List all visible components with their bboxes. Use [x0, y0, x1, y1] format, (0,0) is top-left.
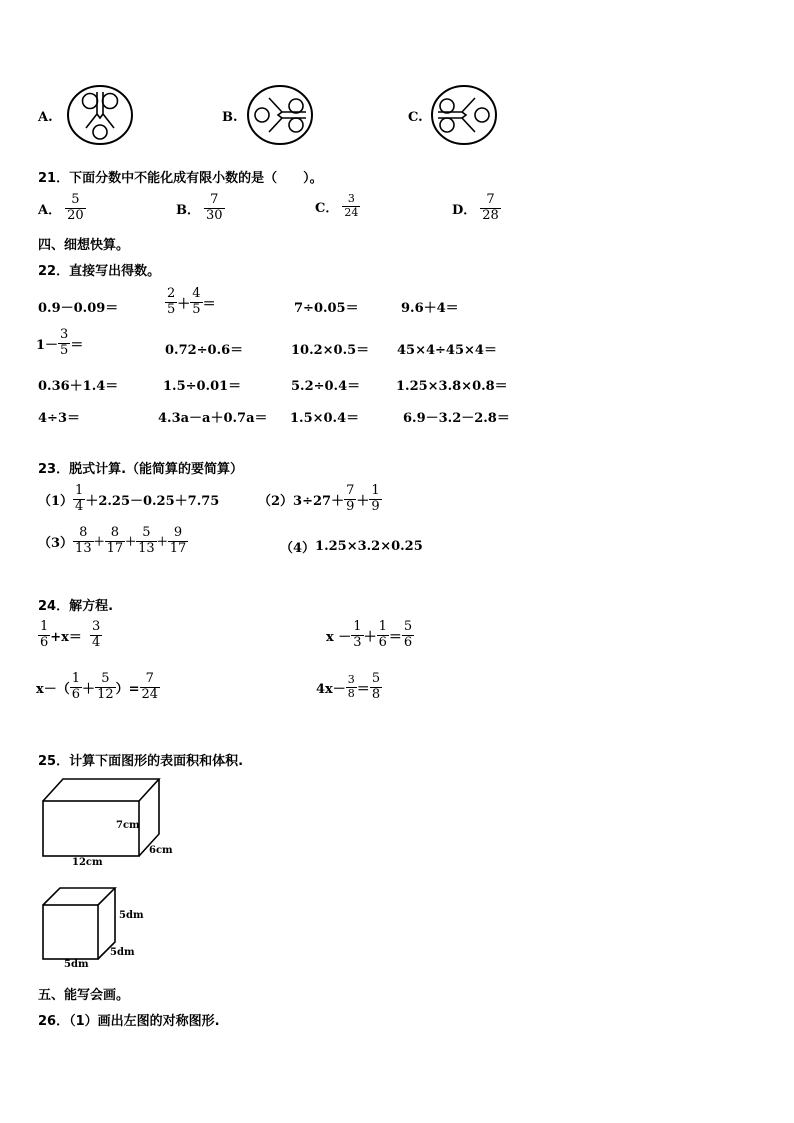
q24-equation-2	[326, 620, 414, 651]
fraction: $\frac{1}{6}$	[378, 619, 387, 650]
q25-title: 25．计算下面图形的表面积和体积.	[38, 754, 244, 769]
fraction: $\frac{5}{8}$	[371, 671, 381, 702]
cuboid-height-label: 7cm	[116, 820, 140, 831]
fraction: $\frac{5}{6}$	[403, 619, 413, 650]
q22-r3-c: 5.2÷0.4＝	[291, 379, 361, 394]
q22-r1-d: 9.6＋4＝	[401, 301, 459, 316]
operator: ＋	[177, 296, 191, 312]
q22-r3-b: 1.5÷0.01＝	[163, 379, 242, 394]
fraction: $\frac{4}{5}$	[192, 286, 201, 317]
fraction: $\frac{7}{30}$	[206, 192, 223, 223]
q23-part-3	[38, 526, 188, 557]
equals: ＝	[388, 629, 402, 645]
q22-r4-d: 6.9－3.2－2.8＝	[403, 411, 510, 426]
cuboid-width-label: 6cm	[149, 845, 173, 856]
fraction: $\frac{1}{4}$	[75, 483, 84, 514]
q23-part-4	[280, 537, 423, 556]
q22-r2-c: 10.2×0.5＝	[291, 343, 370, 358]
q24-equation-3	[36, 672, 160, 703]
cube-height-label: 5dm	[119, 910, 144, 921]
operator: ＋	[356, 493, 370, 509]
section-4-heading: 四、细想快算。	[38, 238, 130, 253]
fraction: $\frac{1}{6}$	[71, 671, 81, 702]
fraction: $\frac{1}{6}$	[40, 619, 49, 650]
q22-r4-c: 1.5×0.4＝	[290, 411, 360, 426]
q21-option-a	[38, 193, 86, 224]
option-letter: A．	[38, 202, 62, 218]
q23-title: 23．脱式计算.（能简算的要简算）	[38, 462, 244, 477]
section-5-heading: 五、能写会画。	[38, 988, 130, 1003]
q20-option-c-figure	[430, 84, 498, 146]
q20-option-a-figure	[66, 84, 134, 146]
fraction: $\frac{7}{9}$	[346, 483, 355, 514]
operator: ＋	[363, 629, 377, 645]
fraction: $\frac{1}{9}$	[371, 483, 380, 514]
q23-part-1	[38, 484, 219, 515]
expr-prefix: 1－	[36, 337, 59, 353]
cube-width-label: 5dm	[110, 947, 135, 958]
option-letter: B．	[176, 202, 200, 218]
q22-r1-b	[165, 287, 216, 318]
part-label: （1）	[38, 493, 74, 509]
expression: 1.25×3.2×0.25	[315, 539, 423, 554]
q22-r4-b: 4.3a－a＋0.7a＝	[158, 411, 268, 426]
q26-question: 26．（1）画出左图的对称图形.	[38, 1014, 220, 1029]
q22-r2-d: 45×4÷45×4＝	[397, 343, 497, 358]
cube-figure	[38, 883, 120, 963]
operator: ＋	[156, 535, 168, 549]
operator: ＋	[93, 535, 105, 549]
equation-prefix: 4x－	[316, 681, 346, 697]
q22-r3-d: 1.25×3.8×0.8＝	[396, 379, 508, 394]
cuboid-length-label: 12cm	[72, 857, 103, 868]
q21-option-c	[315, 193, 360, 219]
part-label: （2）	[258, 493, 294, 509]
q20-option-a-letter: A.	[38, 110, 53, 125]
fraction: $\frac{3}{5}$	[60, 327, 69, 358]
fraction: $\frac{5}{20}$	[67, 192, 84, 223]
q21-option-b	[176, 193, 225, 224]
fraction: $\frac{7}{24}$	[141, 671, 159, 702]
equals: ＝	[202, 296, 216, 312]
q20-option-b-letter: B.	[222, 110, 238, 125]
q22-title: 22．直接写出得数。	[38, 264, 161, 279]
q22-r1-c: 7÷0.05＝	[294, 301, 359, 316]
q22-r2-a	[36, 328, 83, 359]
equation-suffix: ）=	[115, 681, 140, 697]
option-letter: C．	[315, 200, 339, 216]
equation-prefix: x－（	[36, 681, 70, 697]
fraction: $\frac{3}{4}$	[91, 619, 101, 650]
fraction: $\frac{2}{5}$	[167, 286, 176, 317]
q24-equation-1	[38, 620, 102, 651]
q22-r3-a: 0.36＋1.4＝	[38, 379, 119, 394]
cube-length-label: 5dm	[64, 959, 89, 970]
fraction: $\frac{3}{24}$	[344, 192, 359, 219]
q22-r4-a: 4÷3＝	[38, 411, 80, 426]
fraction: $\frac{1}{3}$	[353, 619, 362, 650]
q21-option-d	[452, 193, 501, 224]
q20-option-b-figure	[246, 84, 314, 146]
fraction: $\frac{9}{17}$	[169, 525, 187, 556]
option-letter: D．	[452, 202, 477, 218]
operator: ＋	[125, 535, 137, 549]
part-label: （4）	[280, 541, 316, 556]
q22-r2-b: 0.72÷0.6＝	[165, 343, 244, 358]
q20-option-c-letter: C.	[408, 110, 423, 125]
operator: ＋	[82, 681, 96, 697]
fraction: $\frac{5}{13}$	[138, 525, 155, 556]
fraction: $\frac{8}{17}$	[106, 525, 124, 556]
fraction: $\frac{7}{28}$	[482, 192, 499, 223]
q24-title: 24．解方程.	[38, 599, 114, 614]
fraction: $\frac{3}{8}$	[347, 673, 355, 700]
equation-middle: +x＝	[50, 629, 82, 645]
expr-rest: ＋2.25－0.25＋7.75	[85, 493, 220, 509]
fraction: $\frac{5}{12}$	[97, 671, 114, 702]
equation-prefix: x －	[326, 629, 352, 645]
q21-question: 21．下面分数中不能化成有限小数的是（ ）。	[38, 171, 323, 186]
expr-prefix: 3÷27＋	[293, 493, 345, 509]
q24-equation-4	[316, 672, 382, 703]
part-label: （3）	[38, 535, 74, 551]
q23-part-2	[258, 484, 382, 515]
q22-r1-a: 0.9－0.09＝	[38, 301, 119, 316]
fraction: $\frac{8}{13}$	[75, 525, 92, 556]
equals: ＝	[70, 337, 84, 353]
equals: ＝	[356, 681, 370, 697]
